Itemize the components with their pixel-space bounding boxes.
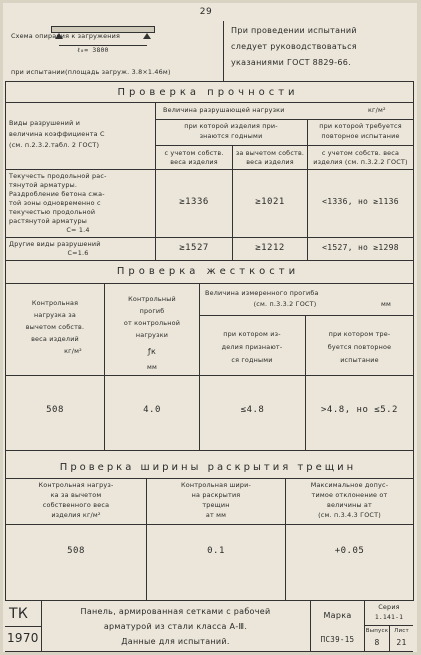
strength-sub-accept-2: знаются годными: [199, 132, 263, 140]
crack-col3-1: Максимальное допус-: [310, 481, 389, 489]
crack-col2-4: ат мм: [205, 511, 227, 519]
row2-with-weight: ≥1527: [179, 243, 209, 253]
stiff-sub-accept-1: при котором из-: [223, 330, 281, 338]
stiff-col2-4: нагрузки: [135, 331, 169, 339]
row1-label-5: текучестью продольной: [9, 208, 96, 216]
document-sheet: [3, 3, 417, 652]
stiff-col2-5: ƒк: [147, 347, 157, 356]
strength-group-unit: кг/м²: [368, 106, 386, 114]
stiff-sub-accept-2: делия признают-: [221, 343, 283, 351]
sub-with-weight-2: веса изделия: [170, 158, 218, 166]
footer-desc-1: Панель, армированная сетками с рабочей: [80, 607, 271, 616]
strength-col1-line3: (см. п.2.3.2.табл. 2 ГОСТ): [9, 141, 100, 149]
row2-label-2: С=1.6: [67, 249, 89, 257]
strength-group-header: Величина разрушающей нагрузки: [163, 106, 285, 114]
strength-sub-accept-1: при которой изделия при-: [184, 122, 278, 130]
row1-label-6: растянутой арматуры: [9, 217, 87, 225]
stiff-retest-value: >4.8, но ≤5.2: [321, 405, 398, 415]
stiff-sub-retest-3: испытание: [340, 356, 379, 364]
stiff-col1-5: кг/м²: [64, 347, 82, 355]
row1-with-weight: ≥1336: [179, 197, 209, 207]
stiff-group-1: Величина измеренного прогиба: [205, 289, 319, 297]
row2-without-weight: ≥1212: [255, 243, 285, 253]
footer-series-value: 1.141-1: [374, 613, 404, 621]
row1-label-2: тянутой арматуры.: [9, 181, 78, 189]
footer-series-label: Серия: [378, 603, 400, 611]
stiff-col1-2: нагрузка за: [33, 311, 76, 319]
strength-sub-retest-2: повторное испытание: [321, 132, 400, 140]
sub-without-weight-1: за вычетом собств.: [235, 149, 305, 157]
row2-retest: <1527, но ≥1298: [322, 243, 399, 252]
footer-mark-value: ПС39-15: [320, 635, 355, 644]
crack-col2-1: Контрольная шири-: [180, 481, 252, 489]
sub-retest-with-weight-1: с учетом собств. веса: [321, 149, 400, 157]
footer-sheet-label: Лист: [394, 628, 409, 634]
stiff-col2-2: прогиб: [139, 307, 165, 315]
stiff-col1-4: веса изделий: [31, 335, 79, 343]
span-label: ℓ₀= 3800: [77, 46, 109, 54]
stiff-load-value: 508: [46, 405, 64, 415]
scheme-caption-line2: при испытании(площадь загруж. 3.8×1.46м): [11, 68, 171, 76]
row1-retest: <1336, но ≥1136: [322, 197, 399, 206]
strength-sub-retest-1: при которой требуется: [319, 122, 402, 130]
crack-width-value: 0.1: [207, 546, 225, 556]
crack-col1-2: ка за вычетом: [50, 491, 102, 499]
stiff-sub-retest-2: буется повторное: [327, 343, 392, 351]
footer-issue-label: Выпуск: [365, 628, 389, 634]
crack-col1-1: Контрольная нагруз-: [38, 481, 114, 489]
strength-col1-line2: величина коэффициента С: [9, 130, 105, 138]
crack-title: Проверка ширины раскрытия трещин: [59, 462, 357, 473]
stiff-col2-6: мм: [146, 363, 158, 371]
crack-deviation-value: +0.05: [334, 546, 365, 556]
crack-col1-4: изделия кг/м²: [51, 511, 101, 519]
page-number: 29: [199, 7, 213, 17]
row1-label-7: С= 1.4: [66, 226, 90, 234]
note-line-1: При проведении испытаний: [231, 26, 357, 35]
crack-col2-2: на раскрытия: [191, 491, 241, 499]
stiff-group-2: (см. п.3.3.2 ГОСТ): [253, 300, 317, 308]
crack-load-value: 508: [67, 546, 85, 556]
stiff-accept-value: ≤4.8: [240, 405, 265, 415]
stiff-col1-3: вычетом собств.: [25, 323, 85, 331]
stiff-deflection-value: 4.0: [143, 405, 161, 415]
footer-sheet-value: 21: [396, 638, 407, 647]
stiff-sub-accept-3: ся годными: [231, 356, 273, 364]
stiff-group-unit: мм: [381, 300, 392, 308]
stiff-col2-3: от контрольной: [123, 319, 181, 327]
crack-col3-4: (см. п.3.4.3 ГОСТ): [318, 511, 381, 519]
sub-without-weight-2: веса изделия: [246, 158, 294, 166]
stiff-sub-retest-1: при котором тре-: [328, 330, 391, 338]
sub-retest-with-weight-2: изделия (см. п.3.2.2 ГОСТ): [313, 158, 408, 166]
note-line-3: указаниями ГОСТ 8829-66.: [231, 58, 352, 67]
note-line-2: следует руководствоваться: [231, 42, 357, 51]
footer-desc-2: арматурой из стали класса А-Ⅲ.: [103, 622, 248, 631]
stiffness-title: Проверка жесткости: [116, 266, 300, 277]
footer-year: 1970: [7, 631, 39, 645]
stiff-col2-1: Контрольный: [128, 295, 176, 303]
footer-desc-3: Данные для испытаний.: [121, 637, 230, 646]
row1-label-1: Текучесть продольной рас-: [9, 172, 107, 180]
row2-label-1: Другие виды разрушений: [9, 240, 101, 248]
footer-mark-label: Марка: [323, 611, 352, 620]
footer-issue-value: 8: [374, 638, 380, 647]
crack-col3-2: тимое отклонение от: [311, 491, 388, 499]
crack-col2-3: трещин: [202, 501, 230, 509]
scheme-caption-line1: Схема опирания к загружения: [11, 32, 121, 40]
footer-tk: ТК: [9, 606, 29, 622]
strength-title: Проверка прочности: [117, 87, 299, 98]
crack-col1-3: собственного веса: [42, 501, 110, 509]
row1-label-4: той зоны одновременно с: [9, 199, 101, 207]
stiff-col1-1: Контрольная: [31, 299, 79, 307]
crack-col3-3: величины ат: [327, 501, 372, 509]
strength-col1-line1: Виды разрушений и: [9, 119, 81, 127]
sub-with-weight-1: с учетом собств.: [164, 149, 224, 157]
row1-without-weight: ≥1021: [255, 197, 285, 207]
row1-label-3: Раздробление бетона сжа-: [9, 190, 105, 198]
